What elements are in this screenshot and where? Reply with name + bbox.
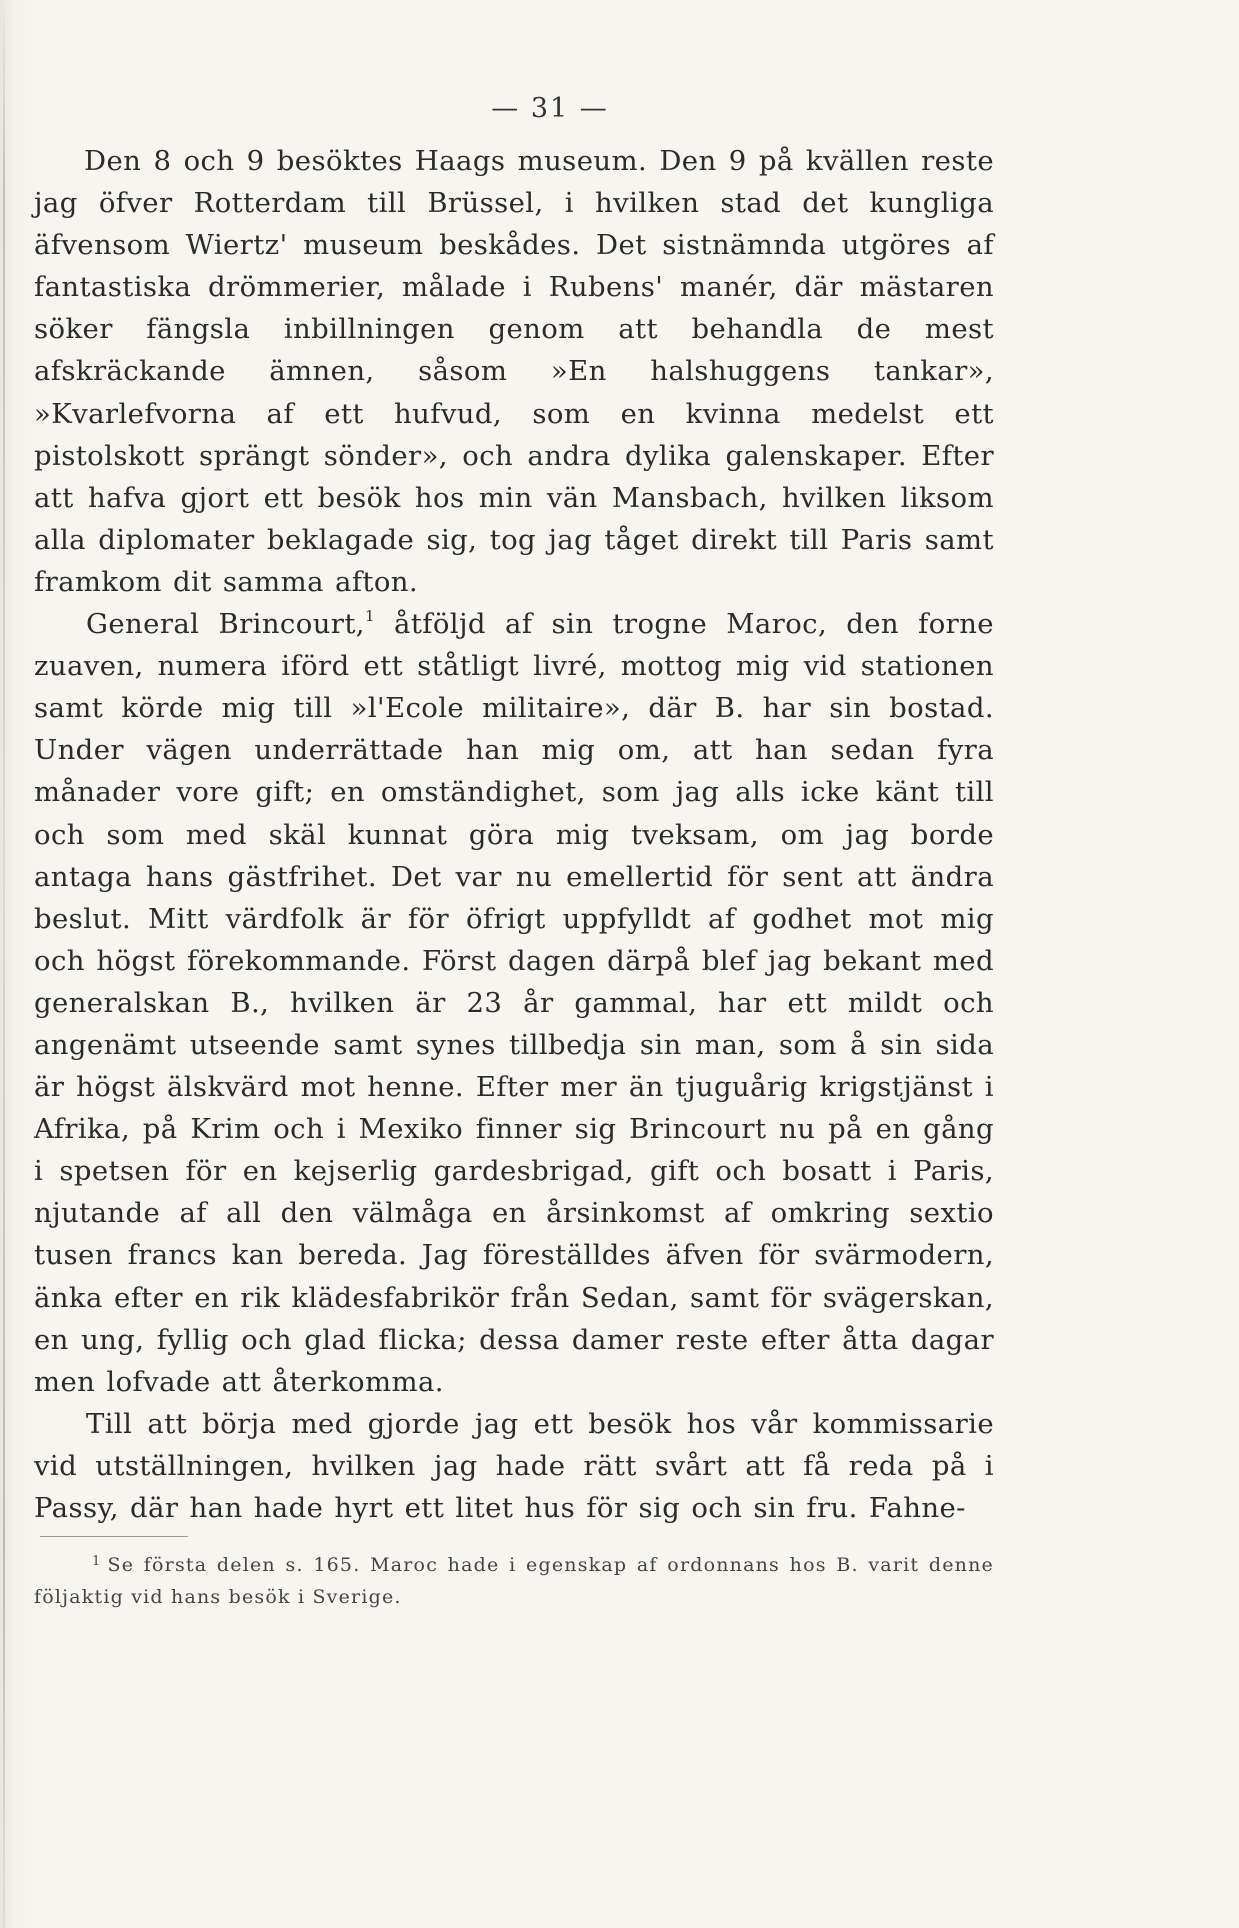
footnote-reference[interactable]: 1 (364, 607, 375, 626)
main-text (34, 140, 994, 1529)
paragraph-1: Den 8 och 9 besöktes Haags museum. Den 9 på kvällen reste jag öfver Rotterdam till Brüssel, i hvilken stad det kungliga äfvensom Wiertz' museum beskådes. Det sistnämnda utgöres af fantastiska drömmerier, målade i Rubens' manér, där mästaren söker fängsla inbillningen genom att behandla de mest afskräckande ämnen, såsom »En halshuggens tankar», »Kvarlefvorna af ett hufvud, som en kvinna medelst ett pistolskott sprängt sönder», och andra dylika galenskaper. Efter att hafva gjort ett besök hos min vän Mansbach, hvilken liksom alla diplomater beklagade sig, tog jag tåget direkt till Paris samt framkom dit samma afton. (34, 145, 994, 598)
paragraph-3: Till att börja med gjorde jag ett besök hos vår kommissarie vid utställningen, hvilken jag hade rätt svårt att få reda på i Passy, där han hade hyrt ett litet hus för sig och sin fru. Fahne- (34, 1407, 994, 1524)
paragraph-2-rest: åtföljd af sin trogne Maroc, den forne zuaven, numera iförd ett ståtligt livré, mottog mig vid stationen samt körde mig till »l'Ecole militaire», där B. har sin bostad. Under vägen underrättade han mig om, att han sedan fyra månader vore gift; en omständighet, som jag alls icke känt till och som med skäl kunnat göra mig tveksam, om jag borde antaga hans gästfrihet. Det var nu emellertid för sent att ändra beslut. Mitt värdfolk är för öfrigt uppfylldt af godhet mot mig och högst förekommande. Först dagen därpå blef jag bekant med generalskan B., hvilken är 23 år gammal, har ett mildt och angenämt utseende samt synes tillbedja sin man, som å sin sida är högst älskvärd mot henne. Efter mer än tjuguårig krigstjänst i Afrika, på Krim och i Mexiko finner sig Brincourt nu på en gång i spetsen för en kejserlig gardesbrigad, gift och bosatt i Paris, njutande af all den välmåga en årsinkomst af omkring sextio tusen francs kan bereda. Jag föreställdes äfven för svärmodern, änka efter en rik klädesfabrikör från Sedan, samt för svägerskan, en ung, fyllig och glad flicka; dessa damer reste efter åtta dagar men lofvade att återkomma. (34, 608, 994, 1398)
paragraph-2 (34, 603, 994, 1403)
footnote-text: Se första delen s. 165. Maroc hade i egenskap af ordonnans hos B. varit denne följaktig vid hans besök i Sverige. (34, 1554, 994, 1608)
paragraph-2-start: General Brincourt, (86, 608, 365, 641)
page-edge (3, 0, 5, 1928)
page-number: — 31 — (491, 93, 609, 124)
footnote-divider (40, 1536, 188, 1537)
footnote-mark: 1 (92, 1554, 102, 1569)
footnote (34, 1546, 994, 1613)
